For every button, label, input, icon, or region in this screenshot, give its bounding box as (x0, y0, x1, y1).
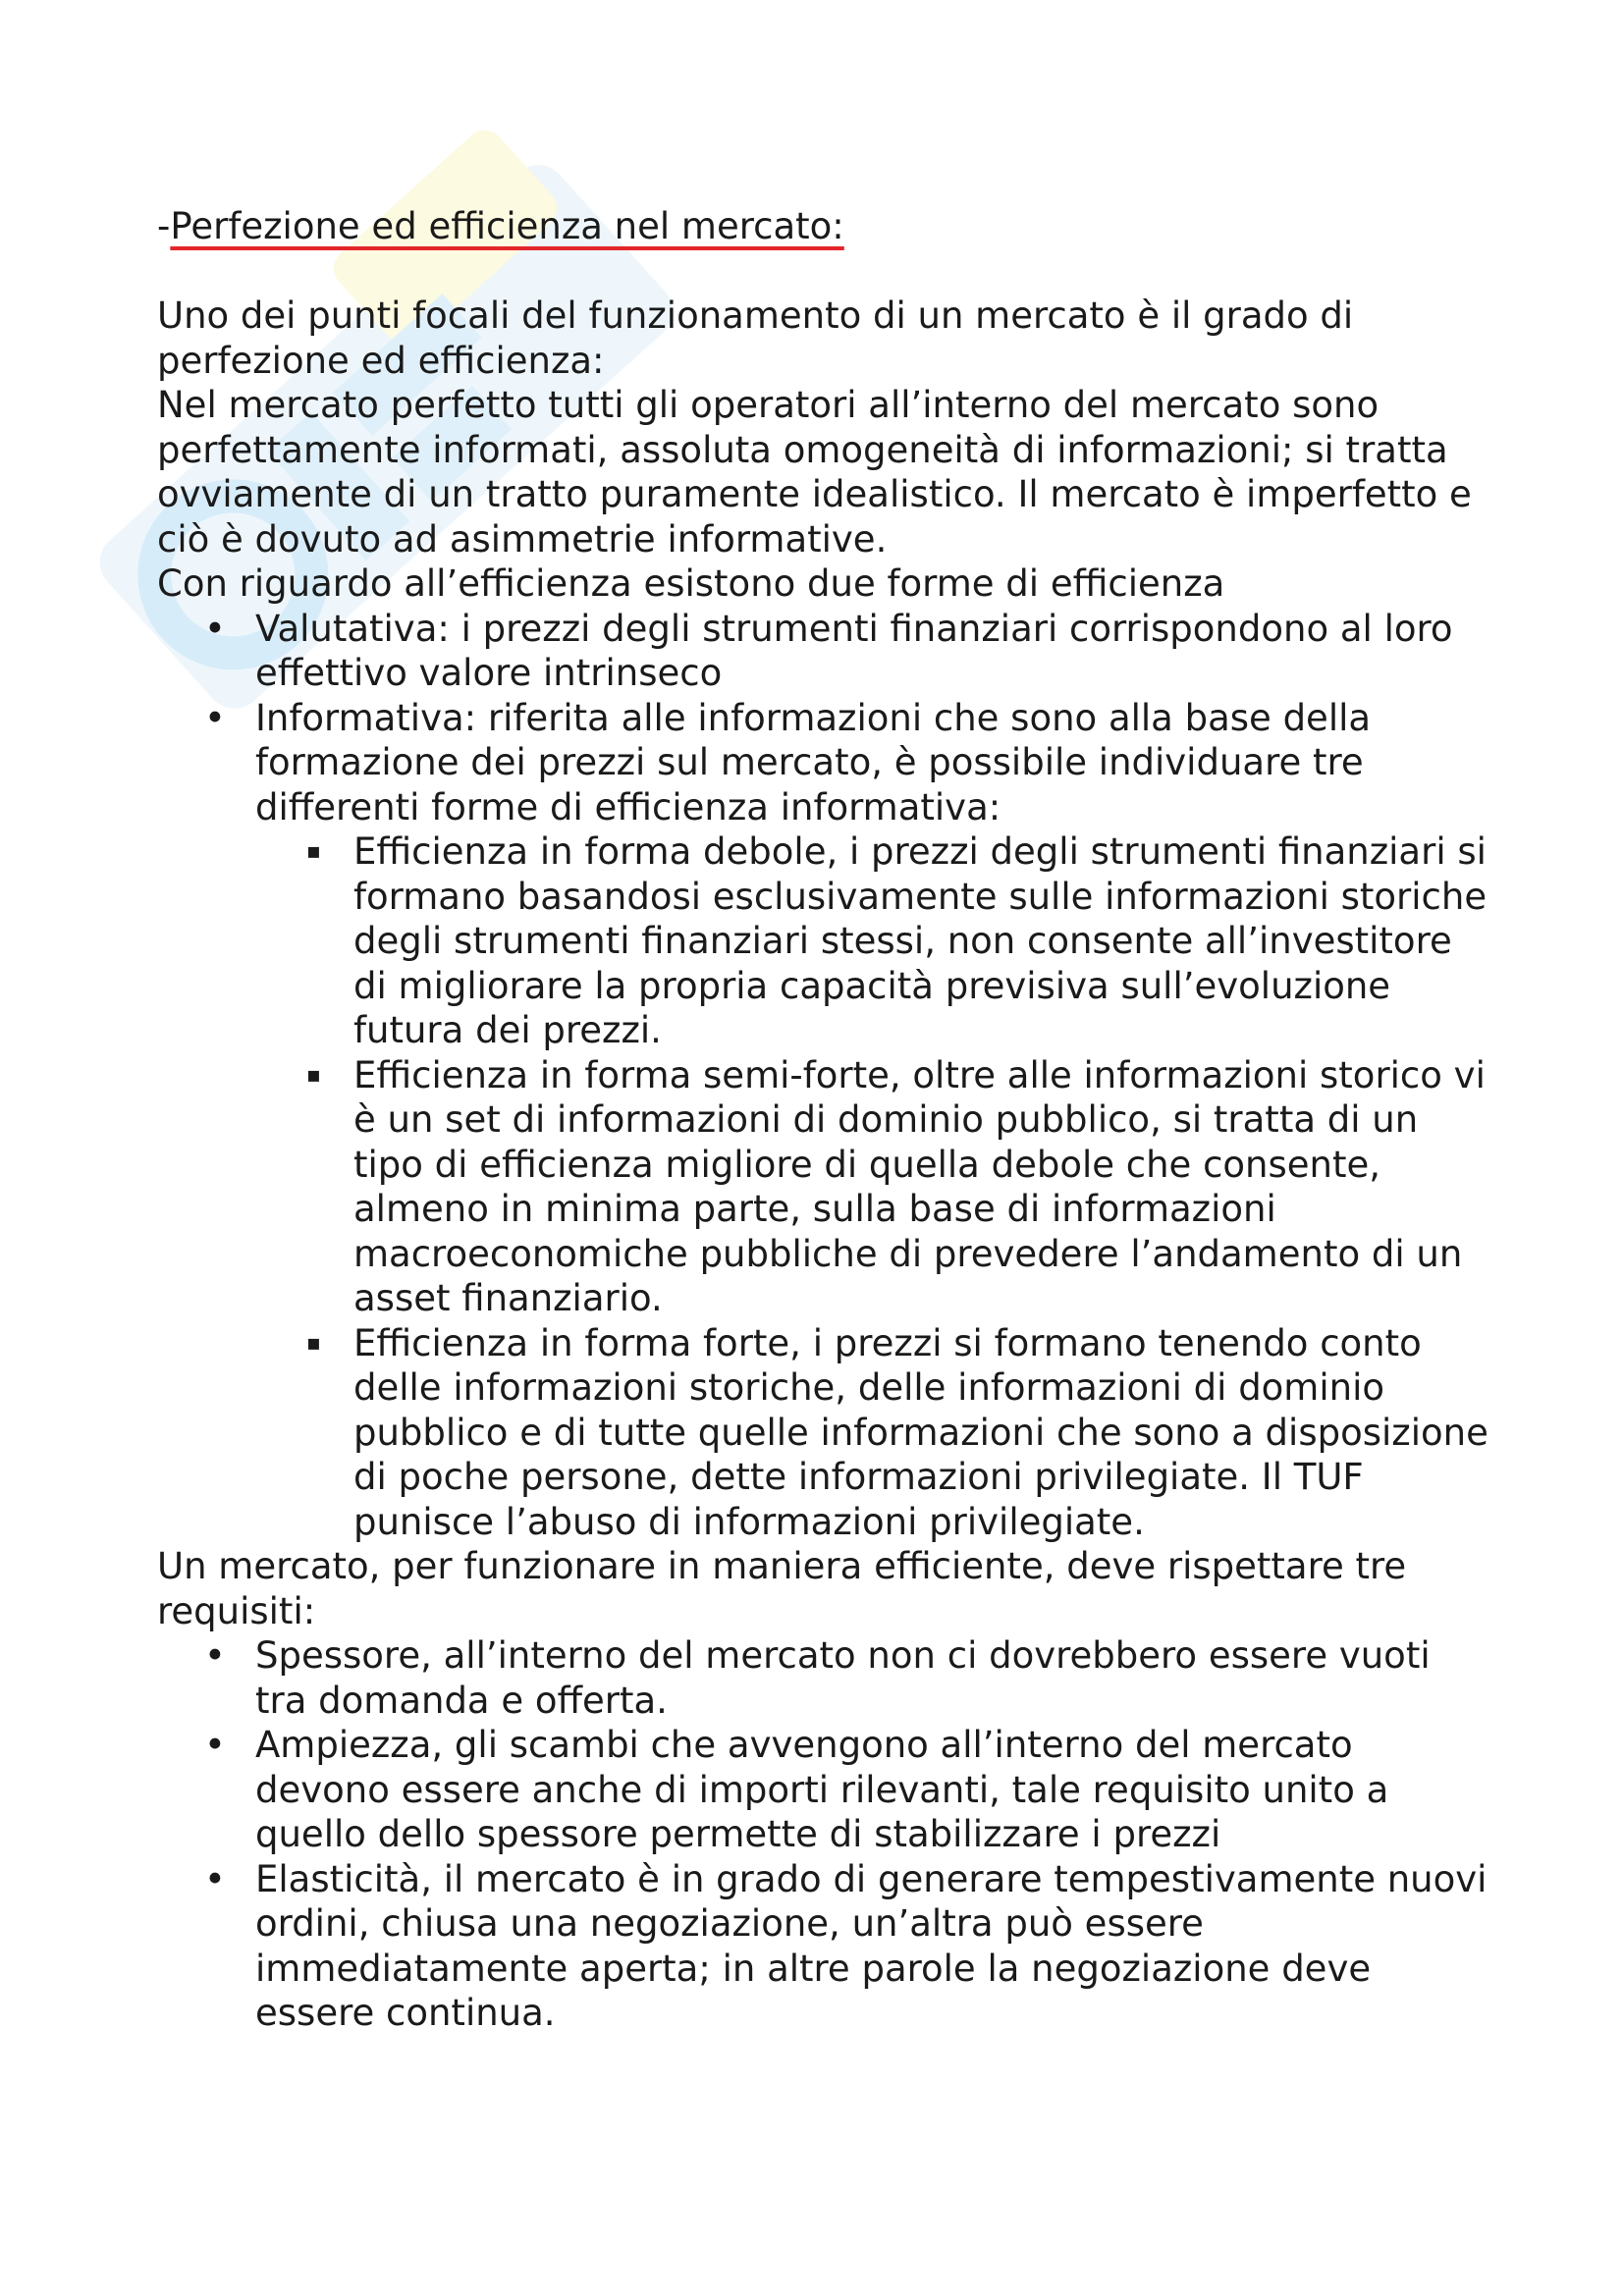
round-bullet: • (204, 696, 226, 739)
requirement-text: Spessore, all’interno del mercato non ci dovrebbero essere vuoti tra domanda e offerta. (255, 1634, 1431, 1722)
section-title (157, 204, 1492, 249)
requirement-text: Elasticità, il mercato è in grado di generare tempestivamente nuovi ordini, chiusa una negoziazione, un’altra può essere immediatamente aperta; in altre parole la negoziazione deve essere continua. (255, 1857, 1488, 2034)
round-bullet: • (204, 1634, 226, 1677)
round-bullet: • (204, 607, 226, 650)
document-body (157, 204, 1492, 2036)
requirements-intro: Un mercato, per funzionare in maniera efficiente, deve rispettare tre requisiti: (157, 1545, 1407, 1632)
requirement-spessore (157, 1633, 1492, 1723)
subitem-text: Efficienza in forma semi-forte, oltre alle informazioni storico vi è un set di informazioni di dominio pubblico, si tratta di un tipo di efficienza migliore di quella debole che consente, almeno in minima parte, sulla base di informazioni macroeconomiche pubbliche di prevedere l’andamento di un asset finanziario. (353, 1053, 1486, 1319)
round-bullet: • (204, 1857, 226, 1900)
title-text: Perfezione ed efficienza nel mercato: (170, 205, 844, 247)
square-bullet: ▪ (306, 839, 321, 864)
square-bullet: ▪ (306, 1062, 321, 1088)
requirement-text: Ampiezza, gli scambi che avvengono all’interno del mercato devono essere anche di importi rilevanti, tale requisito unito a quello dello spessore permette di stabilizzare i prezzi (255, 1724, 1389, 1855)
title-dash: - (157, 205, 171, 247)
requirement-elasticita (157, 1857, 1492, 2036)
intro-paragraph-2: Nel mercato perfetto tutti gli operatori all’interno del mercato sono perfettamente informati, assoluta omogeneità di informazioni; si tratta ovviamente di un tratto puramente idealistico. Il mercato è imperfetto e ciò è dovuto ad asimmetrie informative. (157, 384, 1472, 561)
efficiency-item-informativa (157, 696, 1492, 1545)
requirement-ampiezza (157, 1723, 1492, 1857)
requirements-list (157, 1633, 1492, 2036)
efficiency-item-text: Informativa: riferita alle informazioni che sono alla base della formazione dei prezzi sul mercato, è possibile individuare tre differenti forme di efficienza informativa: (255, 696, 1372, 828)
square-bullet: ▪ (306, 1330, 321, 1356)
efficiency-item-text: Valutativa: i prezzi degli strumenti finanziari corrispondono al loro effettivo valore intrinseco (255, 607, 1453, 694)
round-bullet: • (204, 1724, 226, 1766)
subitem-weak-form (255, 829, 1492, 1053)
informative-sublist (255, 829, 1492, 1544)
subitem-semi-strong-form (255, 1053, 1492, 1321)
intro-paragraph-3: Con riguardo all’efficienza esistono due forme di efficienza (157, 562, 1225, 605)
efficiency-item-valutativa (157, 607, 1492, 696)
subitem-text: Efficienza in forma forte, i prezzi si formano tenendo conto delle informazioni storiche, delle informazioni di dominio pubblico e di tutte quelle informazioni che sono a disposizione di poche persone, dette informazioni privilegiate. Il TUF punisce l’abuso di informazioni privilegiate. (353, 1321, 1488, 1543)
subitem-strong-form (255, 1321, 1492, 1545)
subitem-text: Efficienza in forma debole, i prezzi degli strumenti finanziari si formano basandosi esclusivamente sulle informazioni storiche degli strumenti finanziari stessi, non consente all’investitore di migliorare la propria capacità previsiva sull’evoluzione futura dei prezzi. (353, 830, 1488, 1051)
blank-line (157, 249, 1492, 294)
efficiency-list (157, 607, 1492, 1545)
intro-paragraph-1: Uno dei punti focali del funzionamento di un mercato è il grado di perfezione ed efficienza: (157, 294, 1354, 382)
